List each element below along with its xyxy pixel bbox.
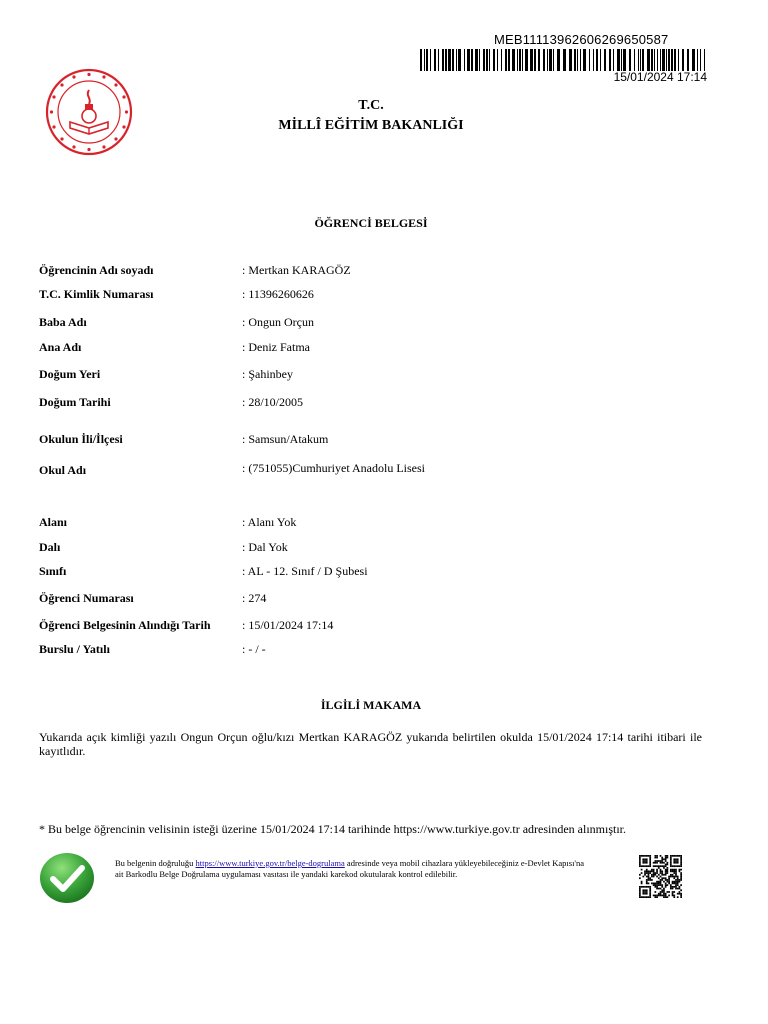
document-code: MEB11113962606269650587 bbox=[494, 32, 669, 47]
issued-datetime: 15/01/2024 17:14 bbox=[613, 70, 707, 84]
field-label-issue-date: Öğrenci Belgesinin Alındığı Tarih bbox=[39, 618, 211, 632]
field-value-national-id: : 11396260626 bbox=[242, 287, 314, 302]
notice-body: Yukarıda açık kimliği yazılı Ongun Orçun oğlu/kızı Mertkan KARAGÖZ yukarıda belirtilen okulda 15/01/2024 17:14 tarihi itibari ile kayıtlıdır. bbox=[39, 730, 702, 758]
field-value-field: : Alanı Yok bbox=[242, 515, 296, 530]
field-value-father-name: : Ongun Orçun bbox=[242, 315, 314, 330]
field-label-student-number: Öğrenci Numarası bbox=[39, 591, 134, 605]
field-value-school-location: : Samsun/Atakum bbox=[242, 432, 328, 447]
field-value-school-name: : (751055)Cumhuriyet Anadolu Lisesi bbox=[242, 461, 425, 476]
field-label-branch: Dalı bbox=[39, 540, 61, 554]
ministry-name: MİLLÎ EĞİTİM BAKANLIĞI bbox=[278, 118, 464, 133]
field-label-field: Alanı bbox=[39, 515, 68, 529]
barcode-icon bbox=[420, 49, 708, 71]
verification-text bbox=[115, 858, 585, 880]
field-label-scholarship-boarding: Burslu / Yatılı bbox=[39, 642, 110, 656]
field-value-mother-name: : Deniz Fatma bbox=[242, 340, 310, 355]
field-label-birth-place: Doğum Yeri bbox=[39, 367, 101, 381]
field-label-student-name: Öğrencinin Adı soyadı bbox=[39, 263, 154, 277]
field-value-scholarship-boarding: : - / - bbox=[242, 642, 266, 657]
field-label-birth-date: Doğum Tarihi bbox=[39, 395, 111, 409]
field-label-school-name: Okul Adı bbox=[39, 463, 87, 477]
verification-link[interactable]: https://www.turkiye.gov.tr/belge-dogrulama bbox=[195, 858, 345, 868]
field-label-father-name: Baba Adı bbox=[39, 315, 87, 329]
field-value-branch: : Dal Yok bbox=[242, 540, 288, 555]
verified-check-icon bbox=[39, 852, 95, 904]
qr-code-icon[interactable] bbox=[639, 855, 682, 898]
verification-text-before: Bu belgenin doğruluğu bbox=[115, 858, 196, 868]
verification-text-after: adresinde veya mobil cihazlara yükleyebileceğiniz e-Devlet Kapısı'na ait Barkodlu Belge Doğrulama uygulaması vasıtası ile yandaki karekod okutularak kontrol edilebilir. bbox=[115, 858, 584, 879]
field-value-class: : AL - 12. Sınıf / D Şubesi bbox=[242, 564, 368, 579]
field-label-class: Sınıfı bbox=[39, 564, 67, 578]
field-label-national-id: T.C. Kimlik Numarası bbox=[39, 287, 154, 301]
footnote: * Bu belge öğrencinin velisinin isteği üzerine 15/01/2024 17:14 tarihinde https://www.turkiye.gov.tr adresinden alınmıştır. bbox=[39, 822, 627, 836]
field-label-school-location: Okulun İli/İlçesi bbox=[39, 432, 123, 446]
document-title: ÖĞRENCİ BELGESİ bbox=[314, 216, 428, 230]
notice-title: İLGİLİ MAKAMA bbox=[320, 698, 422, 712]
field-value-issue-date: : 15/01/2024 17:14 bbox=[242, 618, 333, 633]
document-header-tc: T.C. bbox=[358, 98, 384, 113]
field-value-birth-date: : 28/10/2005 bbox=[242, 395, 303, 410]
field-value-birth-place: : Şahinbey bbox=[242, 367, 293, 382]
field-value-student-number: : 274 bbox=[242, 591, 266, 606]
field-label-mother-name: Ana Adı bbox=[39, 340, 82, 354]
field-value-student-name: : Mertkan KARAGÖZ bbox=[242, 263, 351, 278]
